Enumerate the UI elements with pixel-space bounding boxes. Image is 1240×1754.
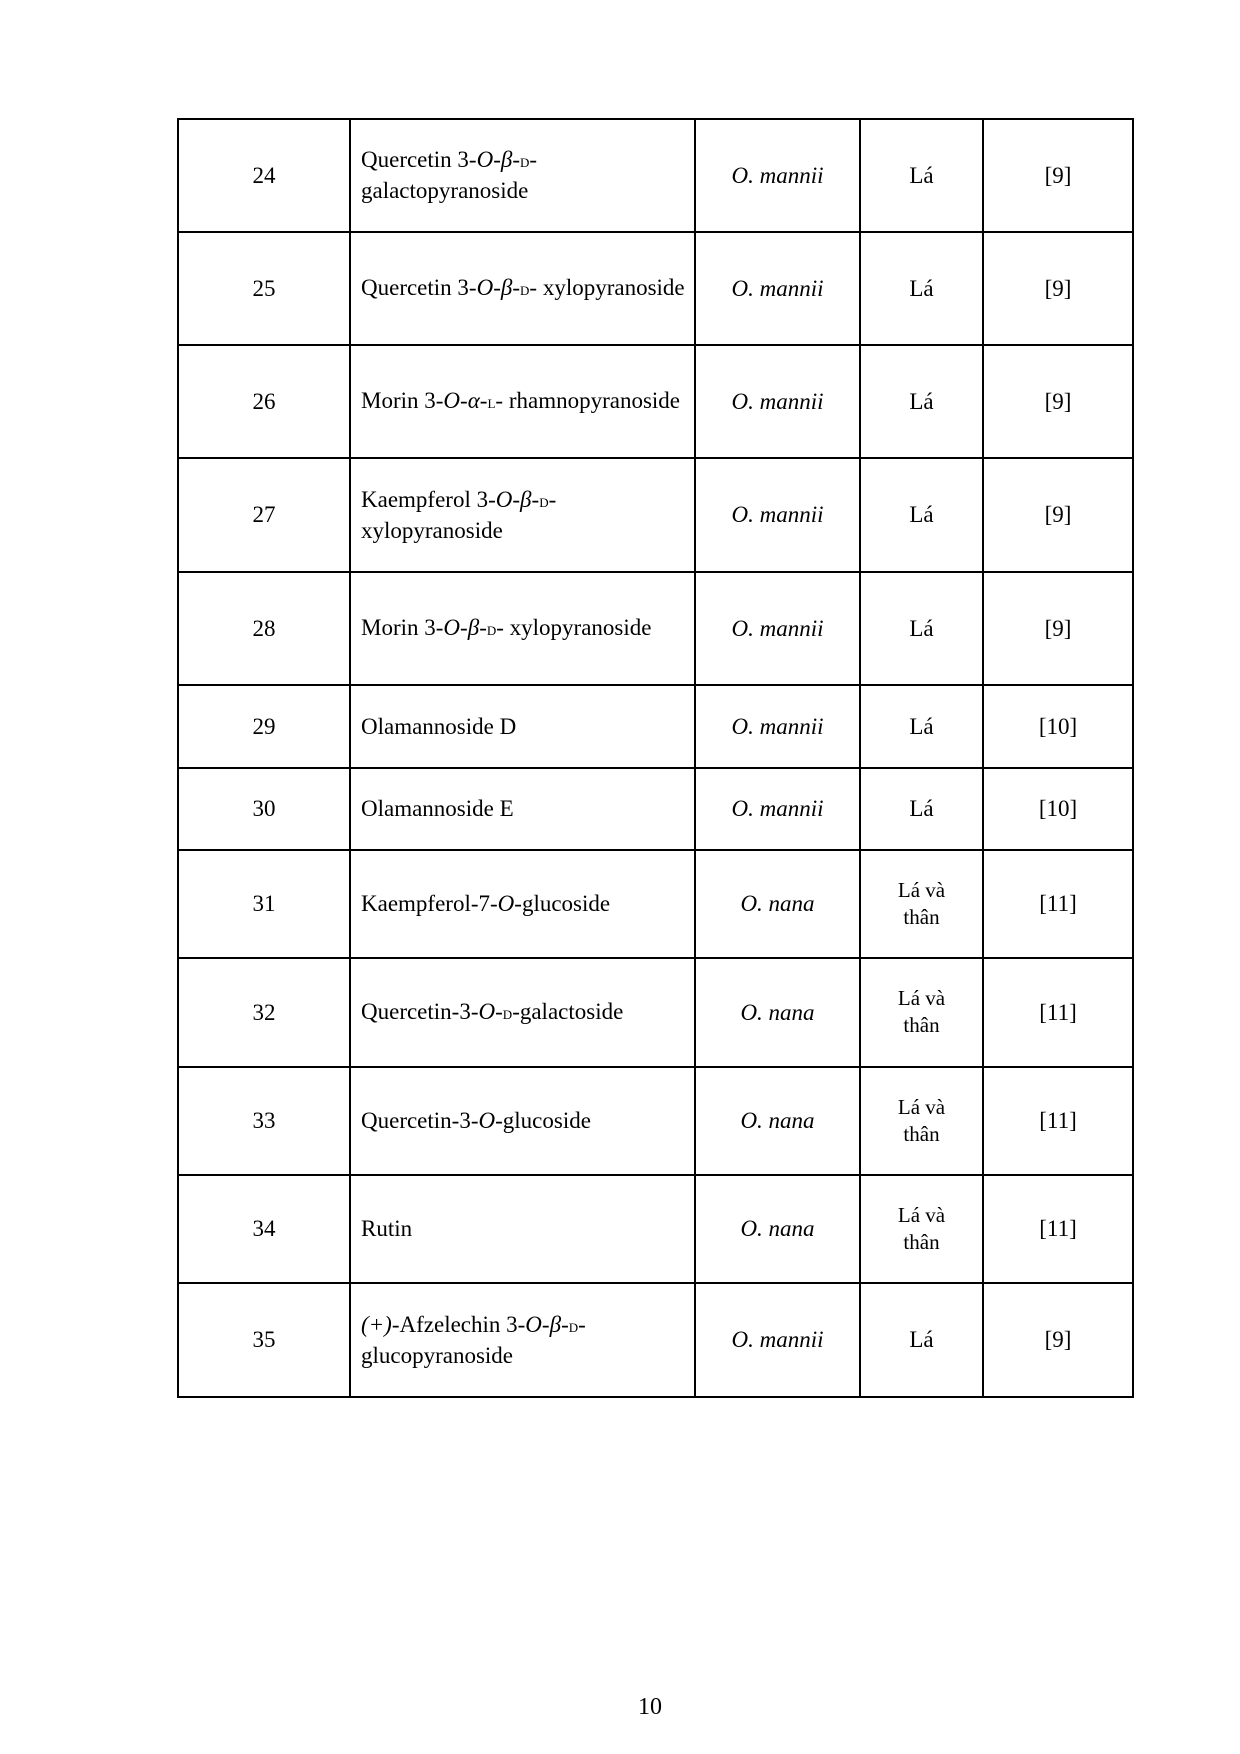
cell-number: 34	[178, 1175, 350, 1283]
cell-plant-part	[860, 685, 983, 768]
compound-name-segment: d	[520, 151, 530, 171]
page-number: 10	[638, 1694, 662, 1720]
cell-compound-name	[350, 850, 695, 958]
cell-species: O. nana	[695, 1067, 860, 1175]
plant-part-text: Lá	[909, 615, 934, 641]
table-row	[178, 572, 1133, 685]
compound-name-segment: - xylopyranoside	[496, 615, 652, 640]
cell-number: 31	[178, 850, 350, 958]
cell-plant-part	[860, 572, 983, 685]
compound-name	[361, 487, 556, 543]
cell-plant-part	[860, 1067, 983, 1175]
compound-name-segment: -	[531, 486, 540, 512]
compound-name	[361, 999, 623, 1024]
compound-name-segment: -glucoside	[495, 1108, 591, 1133]
compound-name-segment: -	[512, 486, 521, 512]
compound-name	[361, 1108, 591, 1133]
cell-compound-name	[350, 1283, 695, 1397]
compound-name-segment: Kaempferol-7-	[361, 891, 498, 916]
cell-species: O. mannii	[695, 232, 860, 345]
compound-name-segment: O	[443, 615, 461, 640]
compounds-table	[177, 118, 1134, 1398]
cell-species: O. mannii	[695, 119, 860, 232]
compound-name-segment: Kaempferol 3-	[361, 486, 496, 512]
compound-name-segment: -	[512, 275, 521, 300]
cell-reference: [11]	[983, 1067, 1133, 1175]
cell-plant-part	[860, 958, 983, 1067]
compound-name-segment: Olamannoside E	[361, 796, 514, 821]
compound-name-segment: -	[460, 388, 468, 413]
compound-name-segment: -	[479, 388, 488, 413]
table-row	[178, 850, 1133, 958]
compound-name	[361, 1216, 412, 1241]
plant-part-text: Lá	[909, 275, 934, 301]
cell-number: 25	[178, 232, 350, 345]
plant-part-text: Lá và thân	[897, 877, 946, 929]
compound-name-segment: -	[512, 147, 521, 172]
cell-number: 32	[178, 958, 350, 1067]
compound-name-segment: -galactoside	[512, 999, 624, 1024]
compound-name-segment: -	[493, 147, 501, 172]
compound-name-segment: -	[561, 1311, 569, 1337]
cell-compound-name	[350, 768, 695, 850]
compound-name-segment: d	[539, 490, 549, 511]
compound-name-segment: O	[478, 999, 496, 1024]
cell-plant-part	[860, 232, 983, 345]
cell-plant-part	[860, 345, 983, 458]
compound-name-segment: β	[467, 615, 480, 640]
compound-name	[361, 891, 610, 916]
cell-compound-name	[350, 1067, 695, 1175]
table-row	[178, 1067, 1133, 1175]
plant-part-text: Lá	[909, 796, 934, 821]
cell-compound-name	[350, 685, 695, 768]
table-row	[178, 345, 1133, 458]
cell-number: 29	[178, 685, 350, 768]
compound-name-segment: Olamannoside D	[361, 713, 517, 739]
cell-compound-name	[350, 458, 695, 572]
compound-name-segment: Quercetin-3-	[361, 1108, 479, 1133]
cell-species: O. mannii	[695, 768, 860, 850]
cell-plant-part	[860, 850, 983, 958]
cell-compound-name	[350, 119, 695, 232]
cell-number: 27	[178, 458, 350, 572]
cell-number: 35	[178, 1283, 350, 1397]
compound-name-segment: -Afzelechin 3-	[391, 1311, 526, 1337]
cell-reference: [9]	[983, 458, 1133, 572]
cell-reference: [9]	[983, 572, 1133, 685]
plant-part-text: Lá	[909, 713, 934, 739]
compound-name	[361, 796, 514, 821]
compound-name	[361, 147, 537, 203]
compound-name	[361, 714, 516, 739]
compound-name-segment: - galactopyranoside	[361, 147, 538, 203]
cell-reference: [9]	[983, 119, 1133, 232]
compound-name-segment: β	[500, 147, 513, 172]
table-row	[178, 458, 1133, 572]
compound-name-segment: O	[476, 147, 494, 172]
compound-name	[361, 388, 680, 413]
cell-species: O. nana	[695, 958, 860, 1067]
plant-part-text: Lá	[909, 502, 934, 527]
compound-name-segment: O	[497, 891, 515, 916]
cell-species: O. nana	[695, 850, 860, 958]
cell-compound-name	[350, 958, 695, 1067]
plant-part-text: Lá	[909, 162, 934, 188]
cell-reference: [11]	[983, 958, 1133, 1067]
table-row	[178, 768, 1133, 850]
compound-name	[361, 275, 685, 300]
compound-name-segment: - xylopyranoside	[529, 275, 685, 300]
compound-name-segment: α	[467, 388, 480, 413]
compound-name-segment: -	[493, 275, 501, 300]
compound-name-segment: -	[479, 615, 487, 640]
cell-compound-name	[350, 1175, 695, 1283]
compounds-table-body	[178, 119, 1133, 1397]
compound-name-segment: Morin 3-	[361, 615, 444, 640]
compound-name-segment: (+)	[361, 1311, 392, 1337]
compound-name-segment: O	[495, 486, 513, 512]
table-row	[178, 1283, 1133, 1397]
compound-name-segment: O	[476, 275, 494, 300]
compound-name-segment: O	[525, 1311, 542, 1337]
cell-number: 30	[178, 768, 350, 850]
cell-plant-part	[860, 119, 983, 232]
compound-name	[361, 615, 651, 640]
cell-species: O. mannii	[695, 345, 860, 458]
plant-part-text: Lá	[909, 388, 934, 414]
cell-reference: [9]	[983, 232, 1133, 345]
compound-name-segment: -glucoside	[514, 891, 611, 916]
cell-species: O. mannii	[695, 1283, 860, 1397]
cell-number: 28	[178, 572, 350, 685]
cell-reference: [11]	[983, 1175, 1133, 1283]
compound-name	[361, 1312, 586, 1368]
cell-number: 26	[178, 345, 350, 458]
cell-compound-name	[350, 232, 695, 345]
cell-plant-part	[860, 768, 983, 850]
table-row	[178, 1175, 1133, 1283]
table-row	[178, 958, 1133, 1067]
cell-number: 24	[178, 119, 350, 232]
cell-reference: [11]	[983, 850, 1133, 958]
compound-name-segment: β	[500, 275, 513, 300]
compound-name-segment: O	[443, 388, 461, 413]
compound-name-segment: O	[478, 1108, 496, 1133]
compound-name-segment: -	[541, 1311, 550, 1337]
cell-species: O. nana	[695, 1175, 860, 1283]
compound-name-segment: Quercetin 3-	[361, 275, 477, 300]
cell-compound-name	[350, 345, 695, 458]
compound-name-segment: Quercetin 3-	[361, 147, 477, 172]
cell-plant-part	[860, 1175, 983, 1283]
cell-reference: [9]	[983, 1283, 1133, 1397]
table-row	[178, 685, 1133, 768]
cell-species: O. mannii	[695, 572, 860, 685]
table-row	[178, 232, 1133, 345]
plant-part-text: Lá	[909, 1327, 934, 1352]
compound-name-segment: Rutin	[361, 1216, 413, 1241]
cell-compound-name	[350, 572, 695, 685]
compound-name-segment: -	[495, 999, 503, 1024]
plant-part-text: Lá và thân	[897, 986, 946, 1037]
cell-plant-part	[860, 1283, 983, 1397]
compound-name-segment: β	[520, 486, 532, 512]
cell-reference: [10]	[983, 768, 1133, 850]
compound-name-segment: d	[520, 279, 530, 299]
compound-name-segment: - xylopyranoside	[361, 486, 557, 543]
table-row	[178, 119, 1133, 232]
compound-name-segment: d	[568, 1315, 579, 1336]
compound-name-segment: d	[502, 1003, 513, 1023]
compound-name-segment: -	[460, 615, 468, 640]
cell-reference: [9]	[983, 345, 1133, 458]
compound-name-segment: d	[486, 619, 497, 639]
cell-species: O. mannii	[695, 458, 860, 572]
compound-name-segment: - glucopyranoside	[361, 1311, 586, 1368]
plant-part-text: Lá và thân	[897, 1094, 946, 1146]
cell-plant-part	[860, 458, 983, 572]
compound-name-segment: β	[549, 1311, 562, 1337]
compound-name-segment: - rhamnopyranoside	[495, 388, 681, 413]
cell-reference: [10]	[983, 685, 1133, 768]
compound-name-segment: Morin 3-	[361, 388, 444, 413]
plant-part-text: Lá và thân	[897, 1202, 946, 1254]
cell-number: 33	[178, 1067, 350, 1175]
cell-species: O. mannii	[695, 685, 860, 768]
compound-name-segment: l	[487, 392, 496, 412]
compound-name-segment: Quercetin-3-	[361, 999, 479, 1024]
